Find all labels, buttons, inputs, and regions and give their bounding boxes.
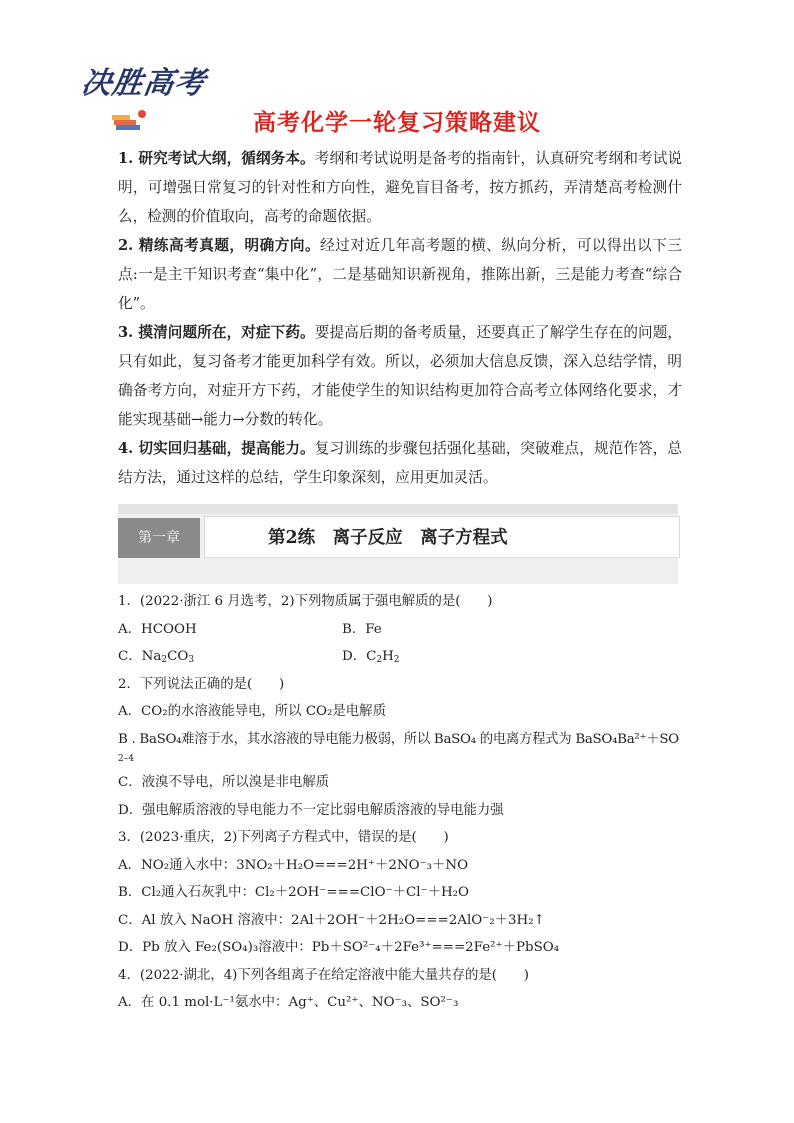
question-4-stem: 4．(2022·湖北，4)下列各组离子在给定溶液中能大量共存的是( ) — [118, 967, 530, 983]
question-2-option-b-wrap: 2–4 — [118, 754, 134, 764]
intro-section — [118, 144, 682, 492]
question-4-option-a: A．在 0.1 mol·L⁻¹氨水中：Ag⁺、Cu²⁺、NO⁻₃、SO²⁻₃ — [118, 995, 459, 1010]
question-1-option-c: C．$Na_2CO_3$ — [118, 649, 195, 665]
intro-paragraph-3: 3. 摸清问题所在，对症下药。要提高后期的备考质量，还要真正了解学生存在的问题，只有如此，复习备考才能更加科学有效。所以，必须加大信息反馈，深入总结学情，明确备考方向，对症开方下药，才能使学生的知识结构更加符合高考立体网络化要求，才能实现基础→能力→分数的转化。 — [118, 324, 682, 428]
question-1-options-row-1 — [118, 616, 680, 644]
question-1-options-row-2 — [118, 643, 680, 671]
question-1-option-a: A．HCOOH — [118, 621, 197, 637]
question-1-option-d: D．$C_2H_2$ — [342, 649, 400, 665]
question-2-option-a: A．CO₂的水溶液能导电，所以 CO₂是电解质 — [118, 704, 386, 719]
question-2-option-c: C．液溴不导电，所以溴是非电解质 — [118, 775, 330, 790]
banner-top-stripe — [118, 504, 678, 514]
chapter-tab: 第一章 — [118, 518, 200, 558]
question-3-option-b: B．Cl₂通入石灰乳中：Cl₂＋2OH⁻===ClO⁻＋Cl⁻＋H₂O — [118, 885, 470, 900]
intro-paragraph-1: 1. 研究考试大纲，循纲务本。考纲和考试说明是备考的指南针，认真研究考纲和考试说明，可增强日常复习的针对性和方向性，避免盲目备考，按方抓药，弄清楚高考检测什么，检测的价值取向，高考的命题依据。 — [118, 150, 682, 225]
question-1-stem: 1．(2022·浙江 6 月选考，2)下列物质属于强电解质的是( ) — [118, 594, 493, 609]
question-1-option-b: B．Fe — [342, 621, 382, 637]
chapter-title: 第2练 离子反应 离子方程式 — [268, 528, 508, 548]
chapter-banner — [118, 504, 678, 584]
questions-section — [118, 588, 680, 1017]
question-3-option-c: C．Al 放入 NaOH 溶液中：2Al＋2OH⁻＋2H₂O===2AlO⁻₂＋3H₂↑ — [118, 912, 545, 928]
question-2-option-b: B . BaSO₄难溶于水，其水溶液的导电能力极弱，所以 BaSO₄ 的电离方程式为 BaSO₄Ba²⁺＋SO — [118, 731, 679, 747]
question-3-option-d: D．Pb 放入 Fe₂(SO₄)₃溶液中：Pb＋SO²⁻₄＋2Fe³⁺===2Fe²⁺＋PbSO₄ — [118, 940, 560, 955]
intro-paragraph-2: 2. 精练高考真题，明确方向。经过对近几年高考题的横、纵向分析，可以得出以下三点:一是主干知识考查“集中化”，二是基础知识新视角，推陈出新，三是能力考查“综合化”。 — [118, 237, 682, 312]
question-3-option-a: A．NO₂通入水中：3NO₂＋H₂O===2H⁺＋2NO⁻₃＋NO — [118, 857, 469, 873]
intro-paragraph-4: 4. 切实回归基础，提高能力。复习训练的步骤包括强化基础，突破难点，规范作答，总结方法，通过这样的总结，学生印象深刻，应用更加灵活。 — [118, 440, 682, 486]
question-2-stem: 2．下列说法正确的是( ) — [118, 676, 285, 692]
question-3-stem: 3．(2023·重庆，2)下列离子方程式中，错误的是( ) — [118, 830, 449, 845]
logo-text: 决胜高考 — [79, 66, 208, 101]
page-title: 高考化学一轮复习策略建议 — [253, 110, 541, 136]
question-2-option-d: D．强电解质溶液的导电能力不一定比弱电解质溶液的导电能力强 — [118, 802, 504, 818]
